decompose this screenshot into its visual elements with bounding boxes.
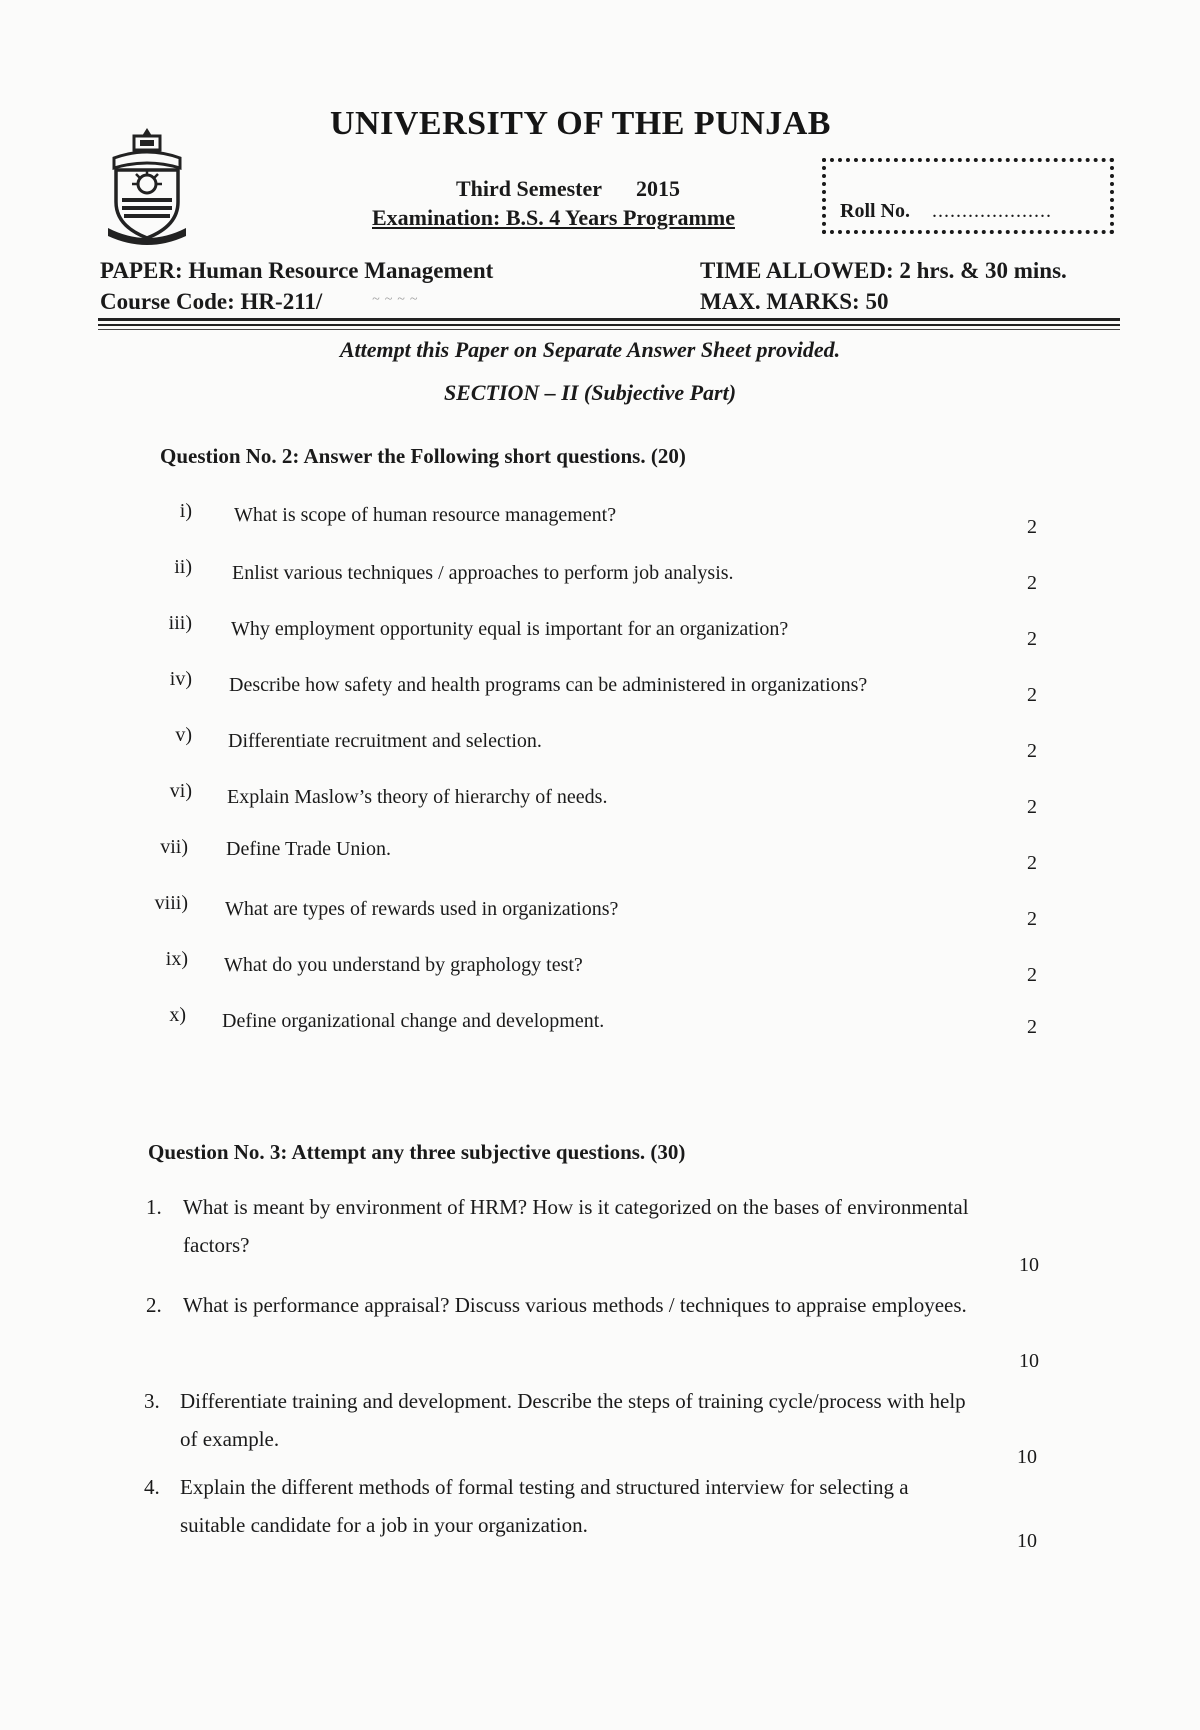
- question-text: Differentiate training and development. Describe the steps of training cycle/process with help: [180, 1389, 966, 1413]
- question-number: 2.: [146, 1293, 162, 1317]
- question-marks: 2: [1027, 796, 1037, 818]
- question-marks: 10: [1017, 1446, 1037, 1468]
- university-seal-logo: [106, 124, 188, 248]
- question-marks: 2: [1027, 740, 1037, 762]
- question-text: What do you understand by graphology test?: [224, 954, 583, 976]
- question-marks: 10: [1019, 1350, 1039, 1372]
- question-number: x): [169, 1004, 186, 1026]
- roll-label: Roll No.: [840, 200, 910, 222]
- question-text: Differentiate recruitment and selection.: [228, 730, 542, 752]
- question-number: iv): [169, 668, 192, 690]
- question-number: viii): [154, 892, 188, 914]
- handwritten-scribble: ~~~~: [372, 292, 423, 307]
- semester-line: [456, 176, 714, 202]
- question-number: 1.: [146, 1195, 162, 1219]
- question-text: Define Trade Union.: [226, 838, 391, 860]
- question-text: What is performance appraisal? Discuss various methods / techniques to appraise employees.: [183, 1293, 967, 1317]
- question-marks: 2: [1027, 1016, 1037, 1038]
- max-marks: MAX. MARKS: 50: [700, 289, 889, 314]
- question-text: What is meant by environment of HRM? How is it categorized on the bases of environmental: [183, 1195, 969, 1219]
- question-number: 3.: [144, 1389, 160, 1413]
- paper-title: PAPER: Human Resource Management: [100, 258, 494, 283]
- question-number: vi): [169, 780, 192, 802]
- question-text: What are types of rewards used in organizations?: [225, 898, 619, 920]
- question-marks: 2: [1027, 572, 1037, 594]
- question-text: Why employment opportunity equal is important for an organization?: [231, 618, 789, 640]
- header-divider: [98, 324, 1120, 326]
- question-marks: 2: [1027, 628, 1037, 650]
- question-text: What is scope of human resource management?: [234, 504, 617, 526]
- roll-number-field[interactable]: ....................: [932, 200, 1052, 222]
- question-marks: 2: [1027, 852, 1037, 874]
- question-marks: 2: [1027, 684, 1037, 706]
- question-text: Explain the different methods of formal testing and structured interview for selecting a: [180, 1475, 909, 1499]
- question-number: iii): [168, 612, 192, 634]
- question-text-continued: suitable candidate for a job in your organization.: [180, 1513, 588, 1537]
- header-divider: [98, 318, 1120, 321]
- year: 2015: [636, 176, 681, 201]
- question-text-continued: of example.: [180, 1427, 280, 1451]
- question-marks: 10: [1019, 1254, 1039, 1276]
- semester: Third Semester: [456, 176, 603, 201]
- question-number: i): [179, 500, 192, 522]
- question-text: Explain Maslow’s theory of hierarchy of needs.: [227, 786, 608, 808]
- question-text-continued: factors?: [183, 1233, 250, 1257]
- instruction-text: Attempt this Paper on Separate Answer Sheet provided.: [339, 337, 841, 362]
- question-text: Enlist various techniques / approaches to perform job analysis.: [232, 562, 734, 584]
- question-number: v): [175, 724, 192, 746]
- section-title: SECTION – II (Subjective Part): [443, 380, 737, 405]
- question-number: vii): [160, 836, 188, 858]
- question-number: ii): [174, 556, 192, 578]
- question-number: ix): [165, 948, 188, 970]
- question-text: Define organizational change and development.: [222, 1010, 605, 1032]
- question-marks: 2: [1027, 908, 1037, 930]
- question-number: 4.: [144, 1475, 160, 1499]
- university-name: UNIVERSITY OF THE PUNJAB: [330, 105, 831, 142]
- question-marks: 2: [1027, 964, 1037, 986]
- course-code: Course Code: HR-211/: [100, 289, 323, 314]
- time-allowed: TIME ALLOWED: 2 hrs. & 30 mins.: [700, 258, 1067, 283]
- question-2-heading: Question No. 2: Answer the Following short questions. (20): [160, 444, 686, 468]
- header-divider: [98, 329, 1120, 330]
- question-marks: 10: [1017, 1530, 1037, 1552]
- examination-title: Examination: B.S. 4 Years Programme: [372, 205, 735, 230]
- question-text: Describe how safety and health programs can be administered in organizations?: [229, 674, 868, 696]
- question-3-heading: Question No. 3: Attempt any three subjective questions. (30): [148, 1140, 686, 1164]
- question-marks: 2: [1027, 516, 1037, 538]
